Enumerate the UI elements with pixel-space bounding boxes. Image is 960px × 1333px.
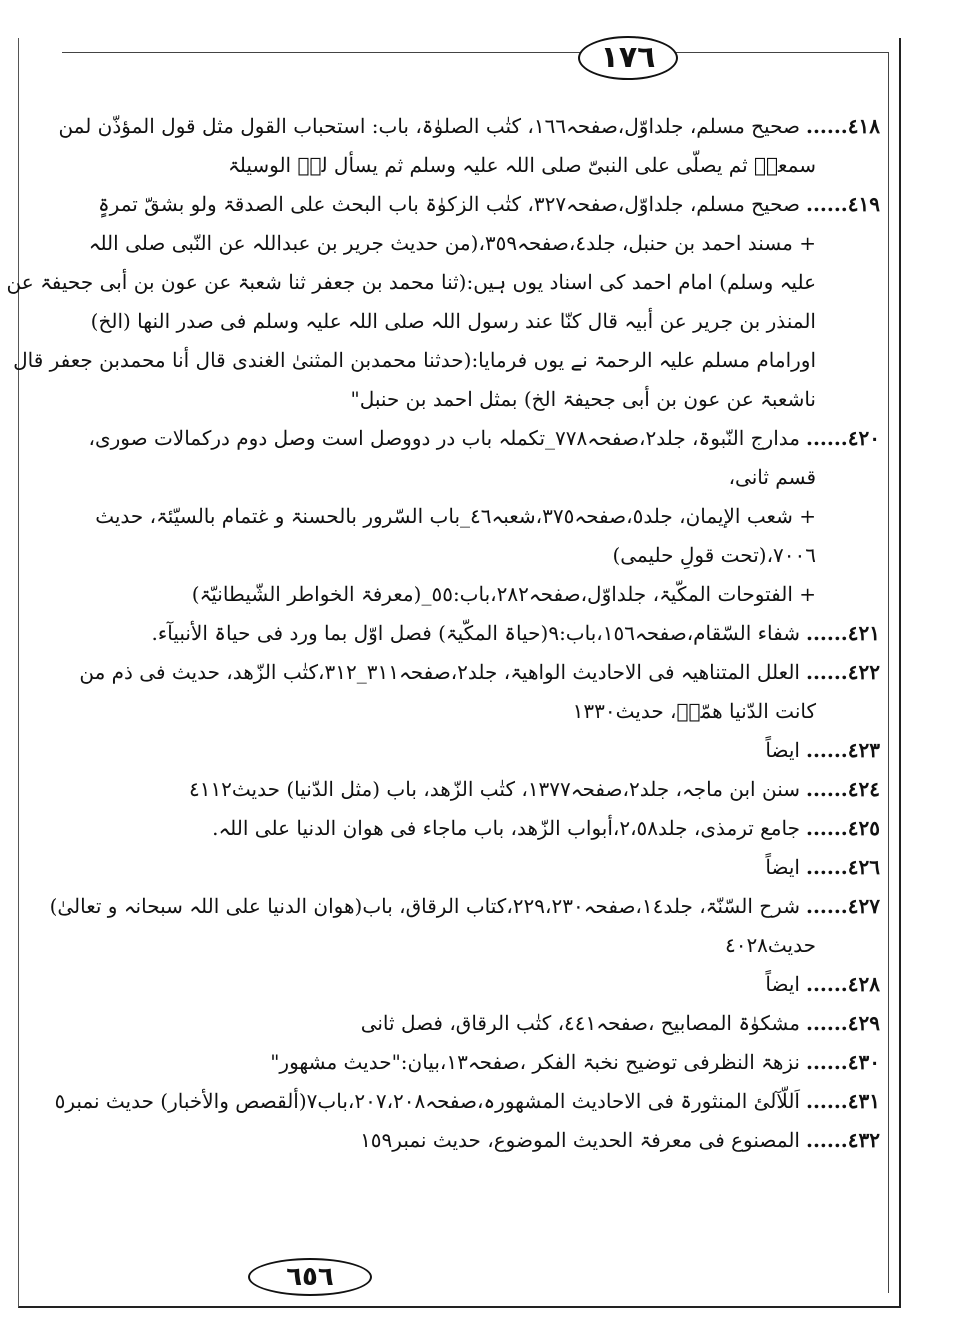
footnote-line: ٤٢٤......سنن ابن ماجہ، جلد٢،صفحہ١٣٧٧، کتٰب الزّھد، باب (مثل الدّنیا) حدیث٤١١٢	[188, 777, 880, 801]
top-page-number: ١٧٦	[600, 40, 656, 75]
footnote-line: سمعہٗ ثم یصلّی علی النبیّ صلی اللہ علیہ وسلم ثم یسأل لہٗ الوسیلۃ	[228, 153, 816, 177]
footnote-line: ٧٠٠٦،(تحت قولِ حلیمی)	[612, 543, 816, 567]
footnote-line: کانت الدّنیا ھمّہٗ، حدیث١٣٣٠	[572, 699, 816, 723]
footnote-line: المنذر بن جریر عن أبیہ قال کنّا عند رسول اللہ صلی اللہ علیہ وسلم فی صدر النھا (الخ)	[90, 309, 816, 333]
footnote-line: + شعب الإیمان، جلد٥،صفحہ٣٧٥،شعبہ٤٦_باب السّرور بالحسنۃ و غتمام بالسیّئۃ، حدیث	[95, 504, 816, 528]
footnote-line: ٤٢٣......ایضاً	[765, 738, 880, 762]
footnote-line: + الفتوحات المکّیۃ، جلداوّل،صفحہ٢٨٢،باب:٥٥_(معرفۃ الخواطر الشّیطانیّۃ)	[191, 582, 816, 606]
top-page-number-badge	[578, 36, 678, 80]
bottom-page-number: ٦٥٦	[286, 1262, 334, 1292]
footnote-line: ٤٣٢......المصنوع فی معرفۃ الحدیث الموضوع، حدیث نمبر١٥٩	[360, 1128, 880, 1152]
bottom-page-number-badge	[248, 1258, 372, 1296]
footnote-line: حدیث٤٠٢٨	[724, 933, 816, 957]
footnote-line: قسم ثانی،	[728, 465, 816, 489]
footnote-line: ناشعبۃ عن عون بن أبی جحیفۃ الخ) بمثل احمد بن حنبل"	[350, 387, 816, 411]
footnote-line: اورامام مسلم علیہ الرحمۃ نے یوں فرمایا:(حدثنا محمدبن المثنیٰ الغندی قال أنا محمدبن جعفر قال	[13, 348, 816, 372]
footnote-line: ٤٣١......اَللّآلئ المنثورۃ فی الاحادیث المشھورہ،صفحہ٢٠٧،٢٠٨،باب٧(ألقصص والأخبار) حدیث نمبر٥	[54, 1089, 880, 1113]
footnote-line: + مسند احمد بن حنبل، جلد٤،صفحہ٣٥٩،(من حدیث جریر بن عبداللہ عن النّبی صلی اللہ	[88, 231, 816, 255]
footnote-line: ٤٢٧......شرح السّنّۃ، جلد١٤،صفحہ٢٢٩،٢٣٠،کتاب الرقاق، باب(ھوان الدنیا علی اللہ سبحانہ و تعالیٰ)	[49, 894, 880, 918]
footnote-line: ٤٢٦......ایضاً	[765, 855, 880, 879]
footnote-line: ٤١٨......صحیح مسلم، جلداوّل،صفحہ١٦٦، کتٰب الصلوٰۃ، باب: استحباب القول مثل قول المؤذّن لمن	[58, 114, 880, 138]
footnote-line: ٤٢٥......جامع ترمذی، جلد٢،٥٨،أبواب الزّھد، باب ماجاء فی ھوان الدنیا علی اللہ.	[212, 816, 880, 840]
footnote-line: ٤٢١......شفاء السّقام،صفحہ١٥٦،باب:٩(حیاۃ المکّیۃ) فصل اوّل بما ورد فی حیاۃ الأنبیآء.	[151, 621, 880, 645]
footnote-line: ٤٢٠......مدارج النّبوۃ، جلد٢،صفحہ٧٧٨_تکملہ باب در دووصل است وصل دوم درکمالات صوری،	[88, 426, 880, 450]
footnote-line: ٤١٩......صحیح مسلم، جلداوّل،صفحہ٣٢٧، کتٰب الزکوٰۃ باب البحث علی الصدقۃ ولو بشقّ تمرۃٍ	[97, 192, 880, 216]
footnote-line: ٤٢٩......مشکوٰۃ المصابیح ،صفحہ٤٤١، کتٰب الرقاق، فصل ثانی	[360, 1011, 880, 1035]
footnote-list	[6, 108, 880, 1161]
footnote-line: ٤٢٨......ایضاً	[765, 972, 880, 996]
footnote-line: ٤٣٠......نزھۃ النظرفی توضیح نخبۃ الفکر ،صفحہ١٣،بیان:"حدیث مشھور"	[270, 1050, 880, 1074]
footnote-line: علیہ وسلم) امام احمد کی اسناد یوں ہیں:(ثنا محمد بن جعفر ثنا شعبۃ عن عون بن أبی جحیفۃ عن	[6, 270, 816, 294]
footnote-line: ٤٢٢......العلل المتناھیہ فی الاحادیث الواھیۃ، جلد٢،صفحہ٣١١_٣١٢،کتٰب الزّھد، حدیث فی ذم من	[79, 660, 880, 684]
